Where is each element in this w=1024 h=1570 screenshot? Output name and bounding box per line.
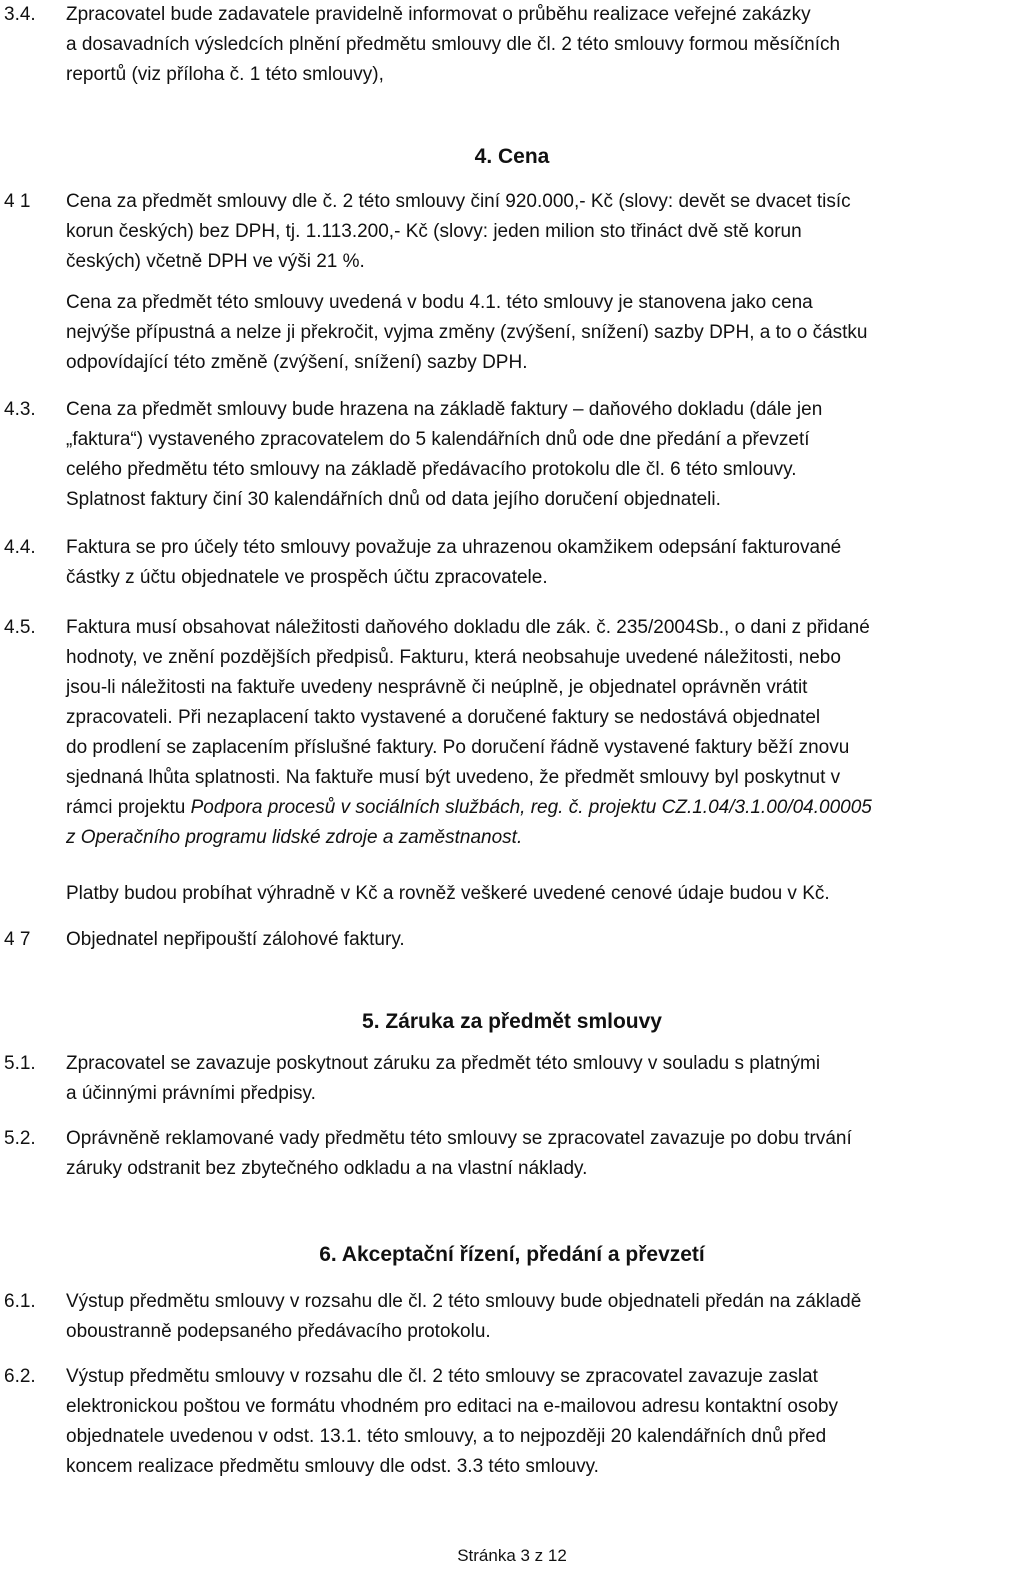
text-line: Výstup předmětu smlouvy v rozsahu dle čl. 2 této smlouvy bude objednateli předán na základě: [66, 1291, 862, 1312]
clause-number: 5.2.: [4, 1128, 36, 1149]
text-line: zpracovateli. Při nezaplacení takto vystavené a doručené faktury se nedostává objednatel: [66, 707, 821, 728]
text-line: hodnoty, ve znění pozdějších předpisů. Fakturu, která neobsahuje uvedené náležitosti, nebo: [66, 647, 841, 668]
text-line: korun českých) bez DPH, tj. 1.113.200,- Kč (slovy: jeden milion sto třináct dvě stě korun: [66, 221, 802, 242]
program-name-text: z Operačního programu lidské zdroje a zaměstnanost.: [66, 827, 523, 848]
text-line: Platby budou probíhat výhradně v Kč a rovněž veškeré uvedené cenové údaje budou v Kč.: [66, 883, 830, 904]
text-line: Cena za předmět této smlouvy uvedená v bodu 4.1. této smlouvy je stanovena jako cena: [66, 292, 813, 313]
clause-text: [66, 925, 1020, 955]
clause-text: [66, 879, 1020, 909]
text-line: „faktura“) vystaveného zpracovatelem do 5 kalendářních dnů ode dne předání a převzetí: [66, 429, 810, 450]
text-line: českých) včetně DPH ve výši 21 %.: [66, 251, 365, 272]
clause-number: 4 1: [4, 191, 31, 212]
text-line: záruky odstranit bez zbytečného odkladu a na vlastní náklady.: [66, 1158, 588, 1179]
clause-text: [66, 288, 1020, 378]
clause-number: 5.1.: [4, 1053, 36, 1074]
text-line: [66, 793, 1020, 823]
text-line: a dosavadních výsledcích plnění předmětu smlouvy dle čl. 2 této smlouvy formou měsíčních: [66, 34, 841, 55]
text-line: Výstup předmětu smlouvy v rozsahu dle čl. 2 této smlouvy se zpracovatel zavazuje zaslat: [66, 1366, 818, 1387]
section-heading-warranty: 5. Záruka za předmět smlouvy: [362, 1010, 662, 1033]
section-heading-acceptance: 6. Akceptační řízení, předání a převzetí: [319, 1243, 705, 1266]
clause-text: [66, 1287, 1020, 1347]
clause-text: [66, 1124, 1020, 1184]
clause-text: [66, 187, 1020, 277]
text-line: Faktura musí obsahovat náležitosti daňového dokladu dle zák. č. 235/2004Sb., o dani z přidané: [66, 617, 870, 638]
clause-text: [66, 1362, 1020, 1482]
clause-text: [66, 1049, 1020, 1109]
text-line-prefix: rámci projektu: [66, 797, 191, 818]
text-line: elektronickou poštou ve formátu vhodném pro editaci na e-mailovou adresu kontaktní osoby: [66, 1396, 839, 1417]
section-heading-price: 4. Cena: [474, 145, 550, 168]
text-line: odpovídající této změně (zvýšení, snížení) sazby DPH.: [66, 352, 528, 373]
project-name-text: Podpora procesů v sociálních službách, reg. č. projektu CZ.1.04/3.1.00/04.00005: [190, 797, 872, 818]
text-line: Oprávněně reklamované vady předmětu této smlouvy se zpracovatel zavazuje po dobu trvání: [66, 1128, 852, 1149]
clause-number: 4 7: [4, 929, 31, 950]
text-line: Cena za předmět smlouvy dle č. 2 této smlouvy činí 920.000,- Kč (slovy: devět se dvacet tisíc: [66, 191, 851, 212]
clause-number: 4.3.: [4, 399, 36, 420]
clause-text: [66, 395, 1020, 515]
clause-text: [66, 533, 1020, 593]
text-line: koncem realizace předmětu smlouvy dle odst. 3.3 této smlouvy.: [66, 1456, 599, 1477]
text-line: sjednaná lhůta splatnosti. Na faktuře musí být uvedeno, že předmět smlouvy byl poskytnut v: [66, 767, 841, 788]
text-line: částky z účtu objednatele ve prospěch účtu zpracovatele.: [66, 567, 548, 588]
text-line: celého předmětu této smlouvy na základě předávacího protokolu dle čl. 6 této smlouvy.: [66, 459, 797, 480]
text-line: a účinnými právními předpisy.: [66, 1083, 316, 1104]
clause-number: 3.4.: [4, 4, 36, 25]
text-line: objednatele uvedenou v odst. 13.1. této smlouvy, a to nejpozději 20 kalendářních dnů před: [66, 1426, 827, 1447]
text-line: reportů (viz příloha č. 1 této smlouvy),: [66, 64, 384, 85]
text-line: oboustranně podepsaného předávacího protokolu.: [66, 1321, 491, 1342]
clause-text: [66, 613, 1020, 853]
text-line: jsou-li náležitosti na faktuře uvedeny nesprávně či neúplně, je objednatel oprávněn vrátit: [66, 677, 808, 698]
clause-number: 6.2.: [4, 1366, 36, 1387]
clause-number: 4.4.: [4, 537, 36, 558]
clause-number: 6.1.: [4, 1291, 36, 1312]
text-line: do prodlení se zaplacením příslušné faktury. Po doručení řádně vystavené faktury běží znovu: [66, 737, 850, 758]
text-line: Objednatel nepřipouští zálohové faktury.: [66, 929, 405, 950]
text-line: Cena za předmět smlouvy bude hrazena na základě faktury – daňového dokladu (dále jen: [66, 399, 823, 420]
text-line: Zpracovatel se zavazuje poskytnout záruku za předmět této smlouvy v souladu s platnými: [66, 1053, 821, 1074]
text-line: Faktura se pro účely této smlouvy považuje za uhrazenou okamžikem odepsání fakturované: [66, 537, 842, 558]
text-line: Splatnost faktury činí 30 kalendářních dnů od data jejího doručení objednateli.: [66, 489, 721, 510]
page-number-footer: Stránka 3 z 12: [457, 1546, 567, 1565]
clause-number: 4.5.: [4, 617, 36, 638]
text-line: nejvýše přípustná a nelze ji překročit, vyjma změny (zvýšení, snížení) sazby DPH, a to o částku: [66, 322, 868, 343]
text-line: Zpracovatel bude zadavatele pravidelně informovat o průběhu realizace veřejné zakázky: [66, 4, 811, 25]
clause-text: [66, 0, 1020, 90]
